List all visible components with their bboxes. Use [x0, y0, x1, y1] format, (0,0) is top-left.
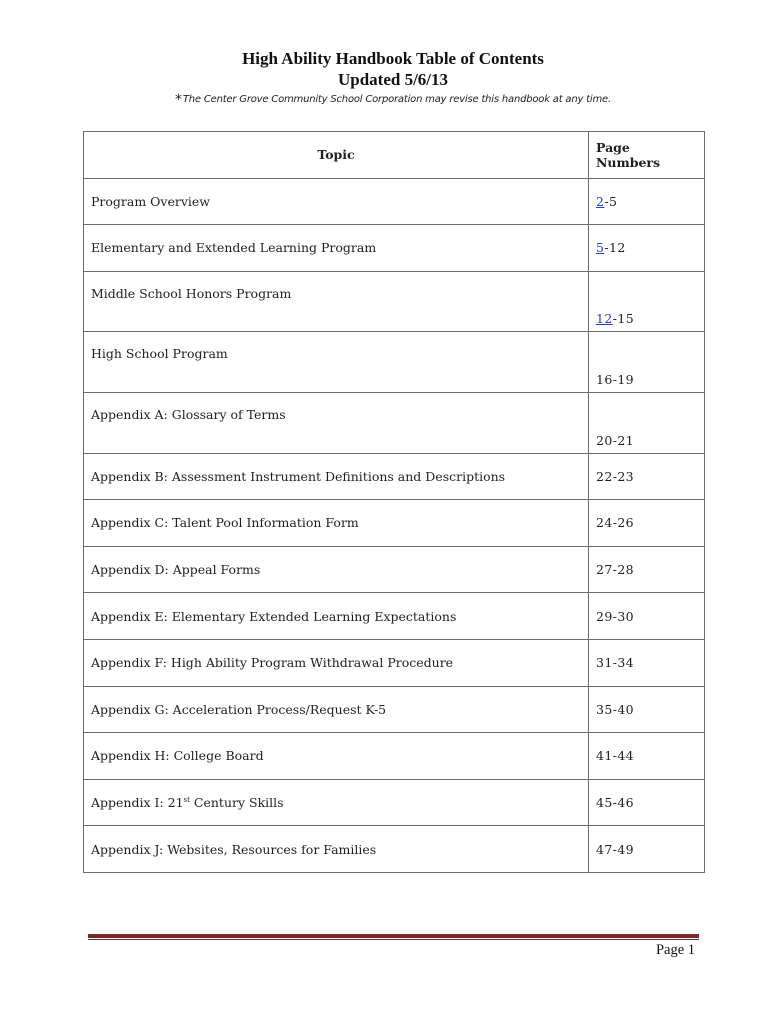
page-link[interactable]: 2 — [596, 193, 605, 209]
page-range-rest: -12 — [604, 240, 626, 256]
page-range-rest: -15 — [612, 311, 635, 327]
page-link[interactable]: 12 — [596, 311, 613, 327]
topic-cell: Elementary and Extended Learning Program — [84, 225, 589, 272]
table-row — [84, 593, 705, 640]
topic-cell: Appendix A: Glossary of Terms — [84, 392, 589, 453]
table-row — [84, 332, 705, 393]
topic-cell: Appendix E: Elementary Extended Learning Expectations — [84, 593, 589, 640]
topic-header: Topic — [84, 132, 589, 179]
table-row — [84, 826, 705, 873]
topic-text-end: Century Skills — [189, 795, 284, 811]
pages-cell — [589, 178, 705, 225]
footer-rule — [88, 934, 699, 938]
asterisk: * — [175, 92, 182, 108]
topic-cell: Appendix C: Talent Pool Information Form — [84, 500, 589, 547]
topic-cell: Program Overview — [84, 178, 589, 225]
topic-text: Appendix I: 21 — [91, 795, 184, 811]
topic-cell — [84, 779, 589, 826]
pages-cell: 35-40 — [589, 686, 705, 733]
table-row — [84, 733, 705, 780]
table-row — [84, 453, 705, 500]
toc-table — [83, 131, 705, 873]
table-row — [84, 225, 705, 272]
pages-cell: 27-28 — [589, 546, 705, 593]
topic-cell: Appendix H: College Board — [84, 733, 589, 780]
pages-cell: 41-44 — [589, 733, 705, 780]
topic-cell: Appendix J: Websites, Resources for Families — [84, 826, 589, 873]
table-row — [84, 686, 705, 733]
pages-cell — [589, 225, 705, 272]
page-number: Page 1 — [655, 942, 695, 958]
footer-rule-thin — [88, 939, 699, 940]
document-title: High Ability Handbook Table of Contents — [242, 49, 544, 68]
table-row — [84, 500, 705, 547]
ordinal-suffix: st — [183, 796, 190, 805]
revision-note-text: The Center Grove Community School Corporation may revise this handbook at any time. — [182, 94, 611, 105]
topic-cell: Appendix B: Assessment Instrument Definitions and Descriptions — [84, 453, 589, 500]
topic-cell: Appendix G: Acceleration Process/Request K-5 — [84, 686, 589, 733]
pages-cell: 47-49 — [589, 826, 705, 873]
table-row — [84, 639, 705, 686]
table-row — [84, 546, 705, 593]
table-row — [84, 178, 705, 225]
topic-cell: Appendix D: Appeal Forms — [84, 546, 589, 593]
pages-cell: 22-23 — [589, 453, 705, 500]
pages-cell: 20-21 — [589, 392, 705, 453]
table-row — [84, 271, 705, 332]
topic-cell: High School Program — [84, 332, 589, 393]
pages-cell — [589, 271, 705, 332]
document-subtitle: Updated 5/6/13 — [337, 70, 449, 89]
table-row — [84, 392, 705, 453]
revision-note — [0, 92, 770, 108]
pages-header: Page Numbers — [589, 132, 705, 179]
table-header-row — [84, 132, 705, 179]
page-range-rest: -5 — [604, 193, 618, 209]
pages-cell: 45-46 — [589, 779, 705, 826]
page-link[interactable]: 5 — [596, 240, 605, 256]
table-row — [84, 779, 705, 826]
pages-cell: 16-19 — [589, 332, 705, 393]
topic-cell: Middle School Honors Program — [84, 271, 589, 332]
pages-cell: 31-34 — [589, 639, 705, 686]
pages-cell: 24-26 — [589, 500, 705, 547]
topic-cell: Appendix F: High Ability Program Withdrawal Procedure — [84, 639, 589, 686]
pages-cell: 29-30 — [589, 593, 705, 640]
